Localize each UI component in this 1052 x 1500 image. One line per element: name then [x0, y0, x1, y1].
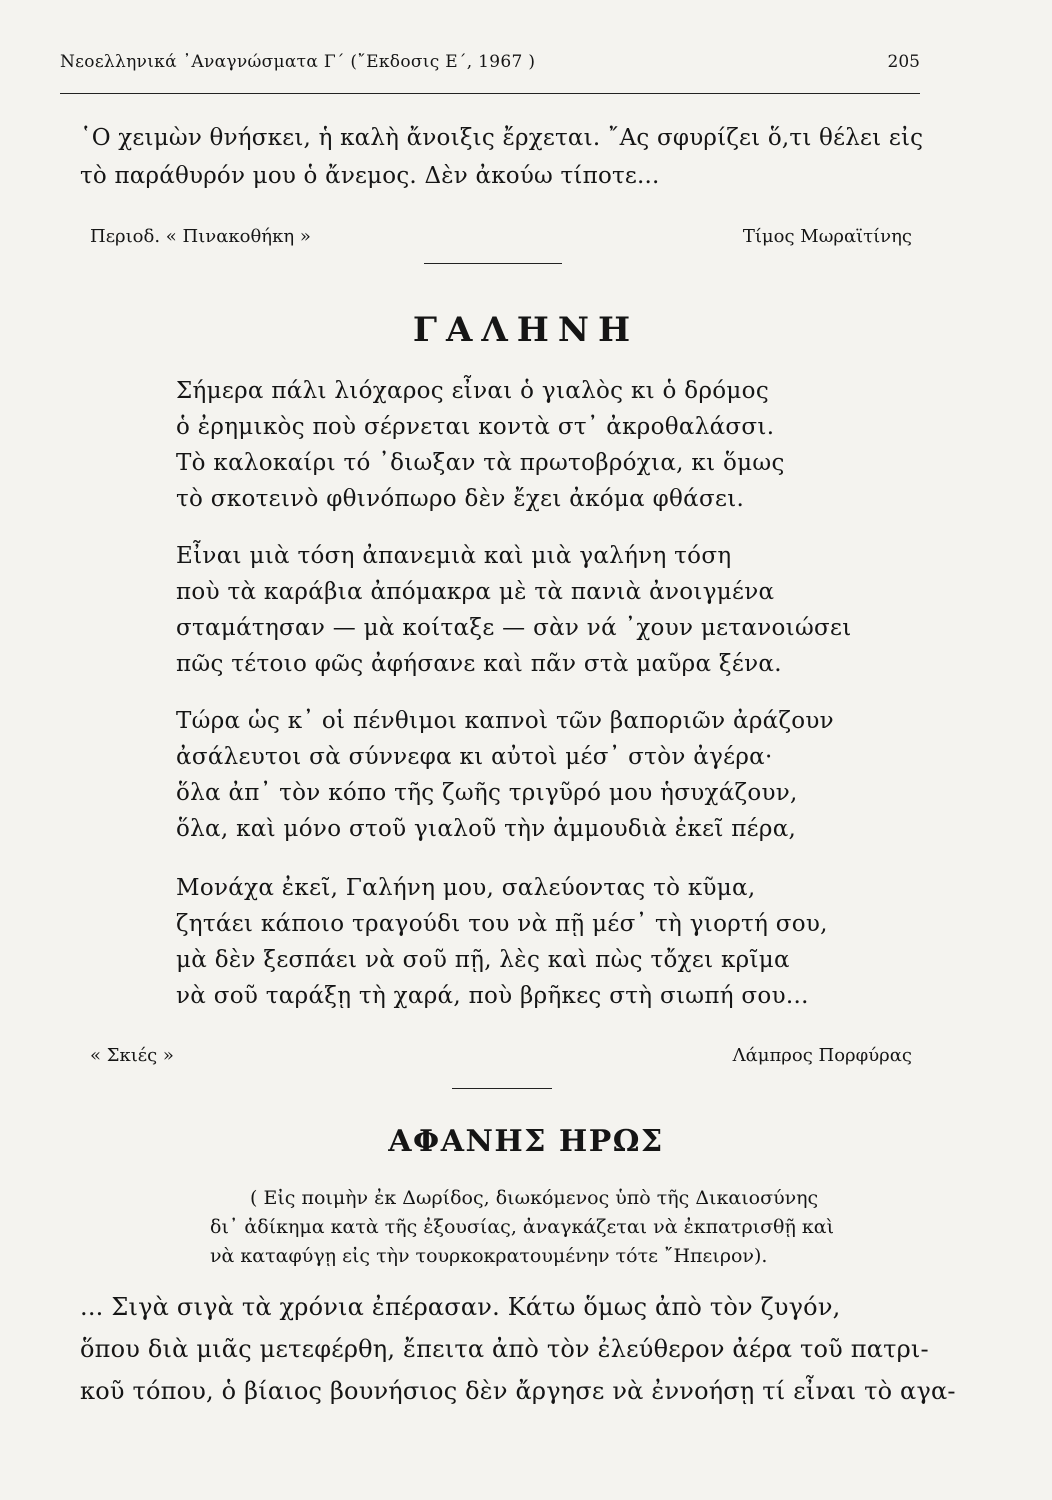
- header-rule: [60, 93, 920, 94]
- story-line: ὅπου διὰ μιᾶς μετεφέρθη, ἔπειτα ἀπὸ τὸν ἐλεύθερον ἀέρα τοῦ πατρι-: [80, 1335, 929, 1363]
- story-title: ΑΦΑΝΗΣ ΗΡΩΣ: [388, 1124, 664, 1159]
- poem-attribution: [90, 1045, 912, 1073]
- poem-stanza-3: [176, 703, 834, 847]
- intro-line: νὰ καταφύγῃ εἰς τὴν τουρκοκρατουμένην τότε ῎Ηπειρον).: [210, 1245, 768, 1267]
- story-line: κοῦ τόπου, ὁ βίαιος βουνήσιος δὲν ἄργησε νὰ ἐννοήσῃ τί εἶναι τὸ αγα-: [80, 1377, 956, 1405]
- poem-line: Εἶναι μιὰ τόση ἀπανεμιὰ καὶ μιὰ γαλήνη τόση: [176, 543, 732, 569]
- story-intro: [210, 1184, 930, 1271]
- poem-line: πῶς τέτοιο φῶς ἀφήσανε καὶ πᾶν στὰ μαῦρα ξένα.: [176, 651, 782, 677]
- section-divider: [452, 1088, 552, 1089]
- opening-attribution: [90, 226, 912, 254]
- section-divider: [424, 263, 562, 264]
- poem-source: « Σκιές »: [90, 1045, 174, 1066]
- poem-line: τὸ σκοτεινὸ φθινόπωρο δὲν ἔχει ἀκόμα φθάσει.: [176, 486, 745, 512]
- poem-line: Σήμερα πάλι λιόχαρος εἶναι ὁ γιαλὸς κι ὁ δρόμος: [176, 378, 769, 404]
- poem-line: ὅλα ἀπ᾿ τὸν κόπο τῆς ζωῆς τριγῦρό μου ἡσυχάζουν,: [176, 780, 798, 806]
- story-line: ... Σιγὰ σιγὰ τὰ χρόνια ἐπέρασαν. Κάτω ὅμως ἀπὸ τὸν ζυγόν,: [80, 1293, 841, 1321]
- poem-stanza-2: [176, 538, 852, 682]
- intro-line: ( Εἰς ποιμὴν ἐκ Δωρίδος, διωκόμενος ὑπὸ τῆς Δικαιοσύνης: [250, 1187, 819, 1209]
- opening-line: ῾Ο χειμὼν θνήσκει, ἡ καλὴ ἄνοιξις ἔρχεται. ῎Ας σφυρίζει ὅ,τι θέλει εἰς: [80, 125, 924, 151]
- opening-source: Περιοδ. « Πινακοθήκη »: [90, 226, 311, 247]
- story-body: [80, 1286, 956, 1412]
- poem-stanza-1: [176, 373, 785, 517]
- poem-line: ὅλα, καὶ μόνο στοῦ γιαλοῦ τὴν ἀμμουδιὰ ἐκεῖ πέρα,: [176, 816, 797, 842]
- opening-author: Τίμος Μωραϊτίνης: [742, 226, 912, 247]
- poem-line: νὰ σοῦ ταράξῃ τὴ χαρά, ποὺ βρῆκες στὴ σιωπή σου...: [176, 983, 809, 1009]
- poem-line: σταμάτησαν — μὰ κοίταξε — σὰν νά ᾿χουν μετανοιώσει: [176, 615, 852, 641]
- poem-line: ὁ ἐρημικὸς ποὺ σέρνεται κοντὰ στ᾿ ἀκροθαλάσσι.: [176, 414, 775, 440]
- poem-line: Μονάχα ἐκεῖ, Γαλήνη μου, σαλεύοντας τὸ κῦμα,: [176, 875, 756, 901]
- poem-line: ζητάει κάποιο τραγούδι του νὰ πῇ μέσ᾿ τὴ γιορτή σου,: [176, 911, 828, 937]
- poem-line: ποὺ τὰ καράβια ἀπόμακρα μὲ τὰ πανιὰ ἀνοιγμένα: [176, 579, 775, 605]
- intro-line: δι᾿ ἀδίκημα κατὰ τῆς ἐξουσίας, ἀναγκάζεται νὰ ἐκπατρισθῇ καὶ: [210, 1216, 835, 1238]
- poem-line: ἀσάλευτοι σὰ σύννεφα κι αὐτοὶ μέσ᾿ στὸν ἀγέρα·: [176, 744, 773, 770]
- opening-paragraph: [80, 119, 924, 195]
- poem-line: Τώρα ὡς κ᾿ οἱ πένθιμοι καπνοὶ τῶν βαποριῶν ἀράζουν: [176, 708, 834, 734]
- running-title: Νεοελληνικά ᾿Αναγνώσματα Γ΄ (῎Εκδοσις Ε΄, 1967 ): [60, 52, 536, 72]
- running-header: [60, 48, 920, 88]
- opening-line: τὸ παράθυρόν μου ὁ ἄνεμος. Δὲν ἀκούω τίποτε...: [80, 163, 660, 189]
- poem-stanza-4: [176, 870, 828, 1014]
- poem-line: Τὸ καλοκαίρι τό ᾿διωξαν τὰ πρωτοβρόχια, κι ὅμως: [176, 450, 785, 476]
- page-number: 205: [887, 52, 920, 72]
- poem-line: μὰ δὲν ξεσπάει νὰ σοῦ πῇ, λὲς καὶ πὼς τὄχει κρῖμα: [176, 947, 790, 973]
- poem-title: ΓΑΛΗΝΗ: [412, 310, 640, 350]
- poem-author: Λάμπρος Πορφύρας: [732, 1045, 912, 1066]
